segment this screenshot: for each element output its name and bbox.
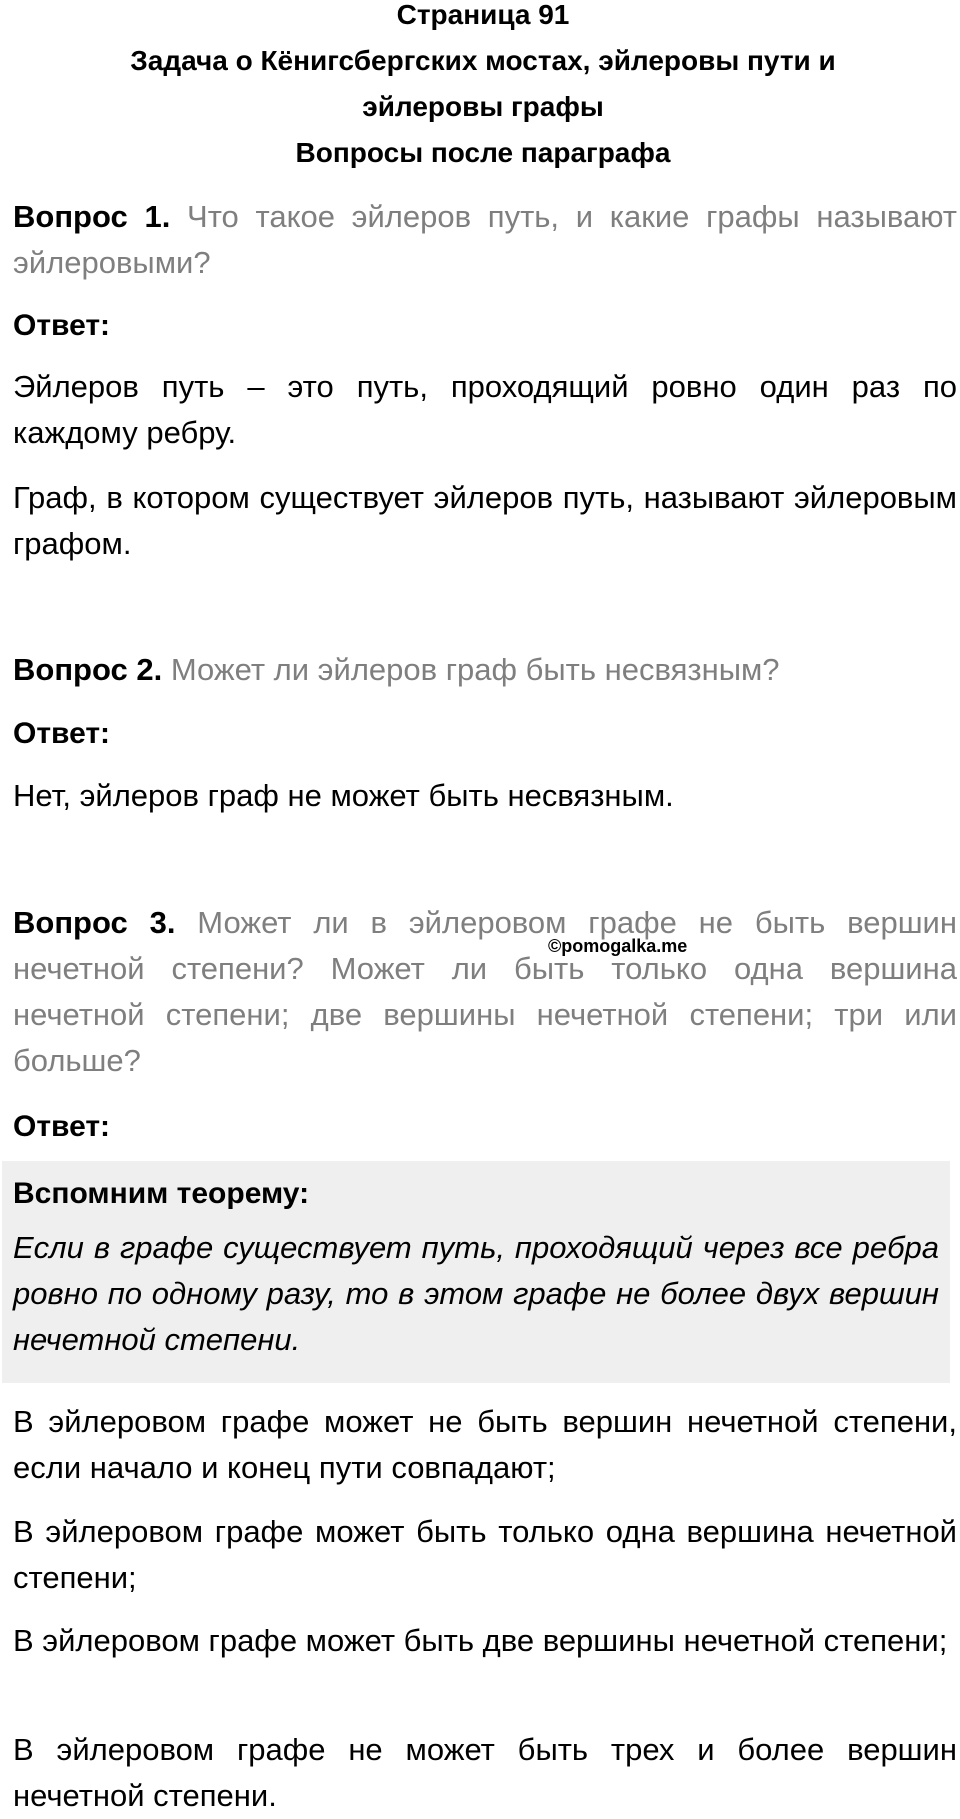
question-2 — [13, 647, 957, 693]
question-2-text: Может ли эйлеров граф быть несвязным? — [170, 652, 780, 687]
question-3-answer-label: Ответ: — [13, 1110, 111, 1143]
question-1-text: Что такое эйлеров путь, и какие графы называют эйлеровыми? — [13, 199, 957, 280]
question-1-answer-label: Ответ: — [13, 309, 111, 342]
theorem-box — [2, 1161, 950, 1383]
theorem-text: Если в графе существует путь, проходящий через все ребра ровно по одному разу, то в этом графе не более двух вершин нечетной степени. — [13, 1230, 939, 1357]
question-3 — [13, 900, 957, 1084]
question-3-text: Может ли в эйлеровом графе не быть вершин нечетной степени? Может ли быть только одна вершина нечетной степени; две вершины нечетной степени; три или больше? — [13, 905, 957, 1078]
section-title: Вопросы после параграфа — [295, 137, 671, 168]
question-1-answer-2: Граф, в котором существует эйлеров путь, называют эйлеровым графом. — [13, 480, 957, 561]
question-3-answer-1: В эйлеровом графе может не быть вершин нечетной степени, если начало и конец пути совпадают; — [13, 1404, 957, 1485]
page-header — [13, 0, 953, 176]
question-2-label: Вопрос 2. — [13, 652, 163, 687]
question-1-label: Вопрос 1. — [13, 199, 171, 234]
watermark-text: ©pomogalka.me — [548, 936, 688, 956]
page-title: Страница 91 — [396, 0, 570, 30]
theorem-title: Вспомним теорему: — [13, 1177, 310, 1210]
question-1 — [13, 194, 957, 286]
question-3-label: Вопрос 3. — [13, 905, 176, 940]
question-2-answer-1: Нет, эйлеров граф не может быть несвязным. — [13, 778, 674, 813]
topic-title-line-1: Задача о Кёнигсбергских мостах, эйлеровы пути и — [130, 45, 836, 76]
question-3-answer-3: В эйлеровом графе может быть две вершины нечетной степени; — [13, 1623, 948, 1658]
question-2-answer-label: Ответ: — [13, 717, 111, 750]
question-3-answer-2: В эйлеровом графе может быть только одна вершина нечетной степени; — [13, 1514, 957, 1595]
topic-title-line-2: эйлеровы графы — [362, 91, 604, 122]
question-1-answer-1: Эйлеров путь – это путь, проходящий ровно один раз по каждому ребру. — [13, 369, 957, 450]
question-3-answer-4: В эйлеровом графе не может быть трех и более вершин нечетной степени. — [13, 1732, 957, 1813]
